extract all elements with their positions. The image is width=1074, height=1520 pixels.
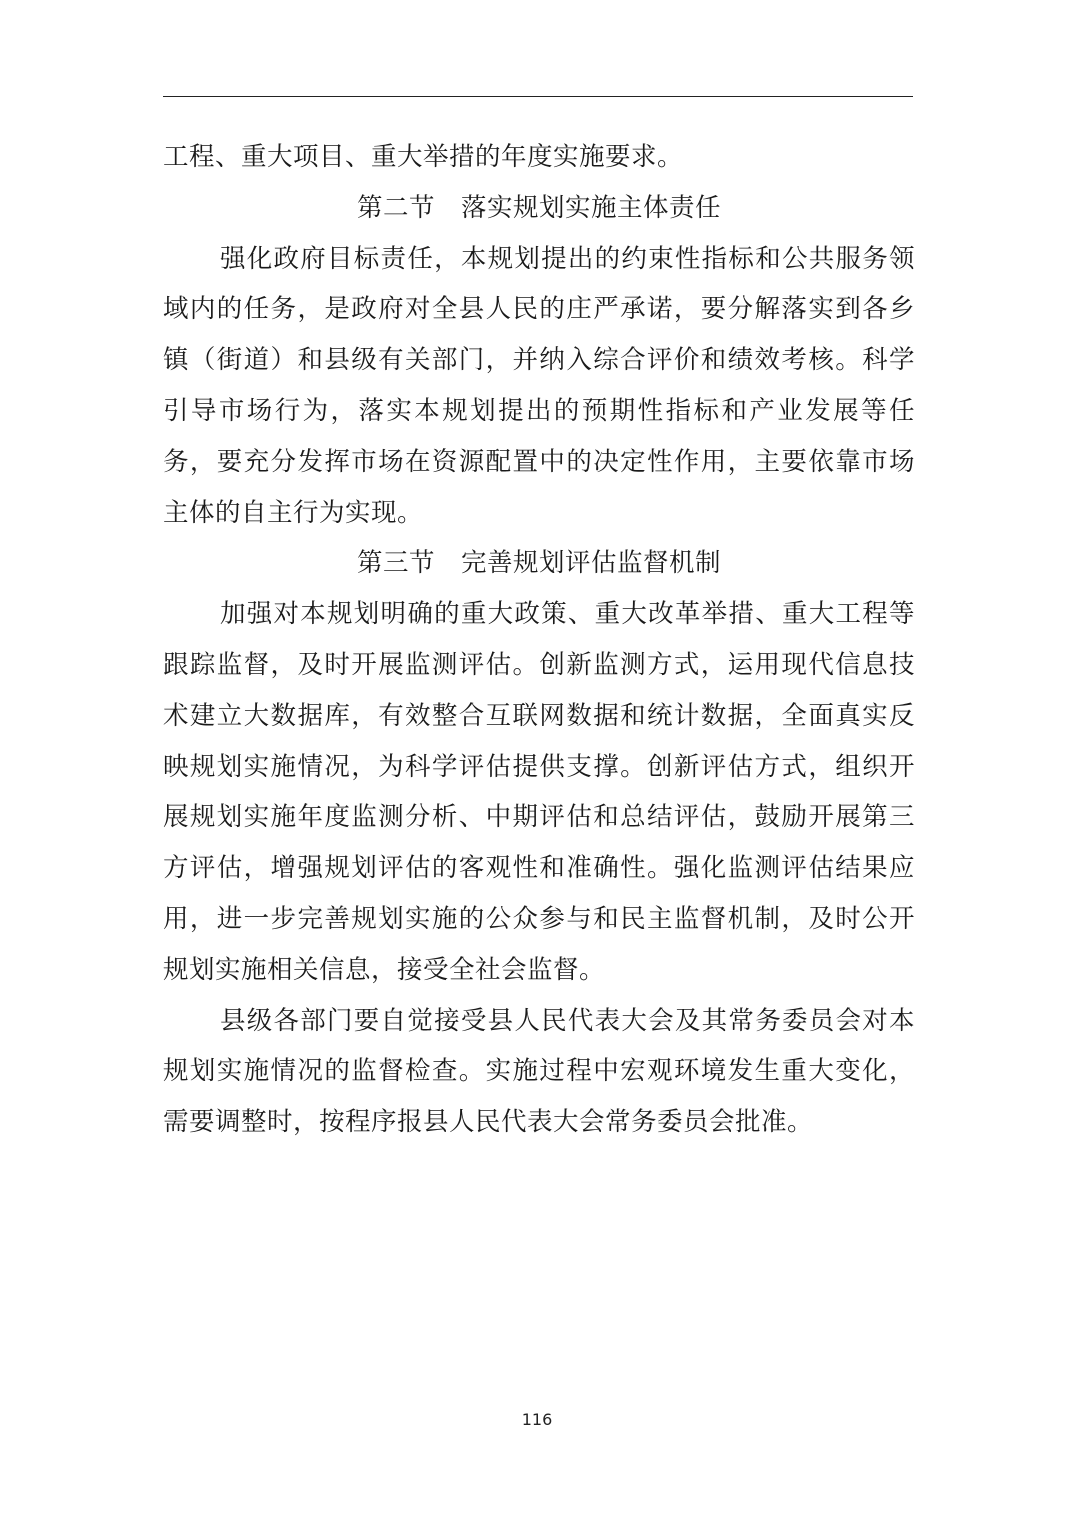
lead-paragraph: 工程、重大项目、重大举措的年度实施要求。 bbox=[163, 142, 684, 172]
section-3-paragraph-1: 加强对本规划明确的重大政策、重大改革举措、重大工程等跟踪监督，及时开展监测评估。创新监测方式，运用现代信息技术建立大数据库，有效整合互联网数据和统计数据，全面真实反映规划实施情况，为科学评估提供支撑。创新评估方式，组织开展规划实施年度监测分析、中期评估和总结评估，鼓励开展第三方评估，增强规划评估的客观性和准确性。强化监测评估结果应用，进一步完善规划实施的公众参与和民主监督机制，及时公开规划实施相关信息，接受全社会监督。 bbox=[163, 599, 915, 985]
header-rule bbox=[163, 96, 913, 97]
section-2-paragraph-1: 强化政府目标责任，本规划提出的约束性指标和公共服务领域内的任务，是政府对全县人民的庄严承诺，要分解落实到各乡镇（街道）和县级有关部门，并纳入综合评价和绩效考核。科学引导市场行为，落实本规划提出的预期性指标和产业发展等任务，要充分发挥市场在资源配置中的决定性作用，主要依靠市场主体的自主行为实现。 bbox=[163, 243, 915, 528]
document-body bbox=[163, 132, 915, 1148]
section-heading-2: 第二节 落实规划实施主体责任 bbox=[356, 192, 721, 223]
section-3-paragraph-2: 县级各部门要自觉接受县人民代表大会及其常务委员会对本规划实施情况的监督检查。实施过程中宏观环境发生重大变化，需要调整时，按程序报县人民代表大会常务委员会批准。 bbox=[163, 1005, 915, 1138]
section-heading-3: 第三节 完善规划评估监督机制 bbox=[356, 548, 721, 579]
page-number: 116 bbox=[521, 1410, 553, 1429]
